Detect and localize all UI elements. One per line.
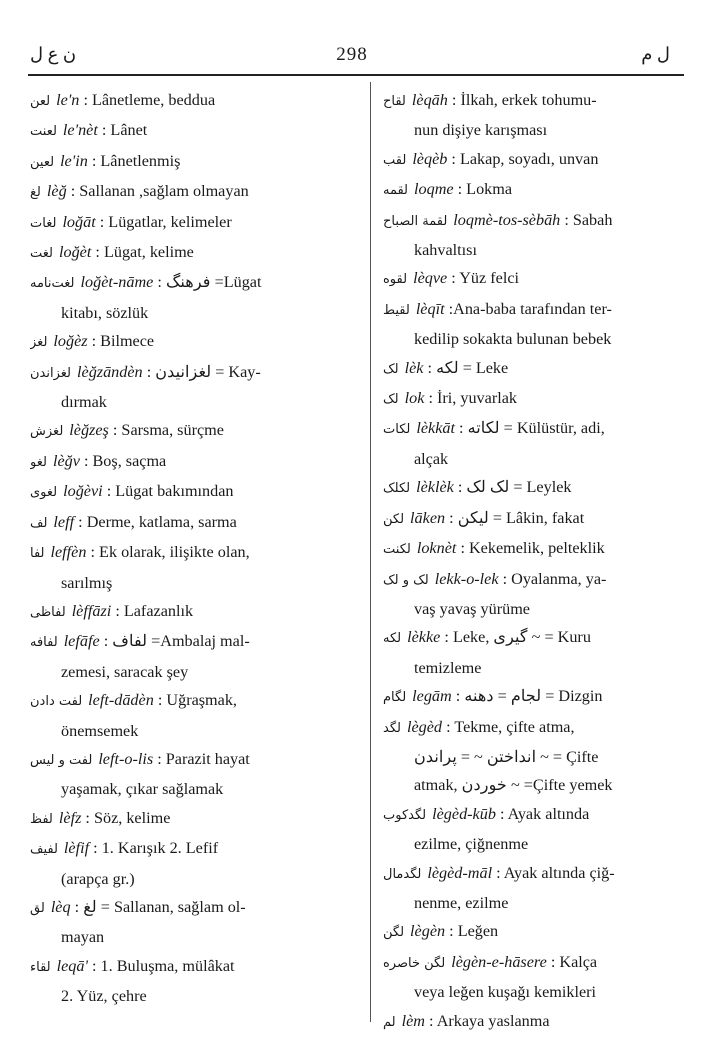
left-column bbox=[30, 86, 360, 1011]
entry-arabic-script: لک و لک bbox=[383, 572, 429, 588]
dictionary-entry bbox=[30, 477, 360, 507]
dictionary-entry bbox=[383, 145, 685, 175]
entry-transliteration: leffèn bbox=[50, 543, 87, 562]
entry-transliteration: lèk bbox=[404, 358, 424, 377]
entry-definition: : Lakap, soyadı, unvan bbox=[451, 149, 599, 168]
entry-definition: : 1. Karışık 2. Lefif bbox=[93, 839, 219, 858]
entry-headline bbox=[383, 534, 685, 564]
entry-transliteration: lok bbox=[404, 389, 425, 408]
entry-headline bbox=[383, 565, 685, 595]
entry-headline bbox=[30, 508, 360, 538]
entry-arabic-script: لم bbox=[383, 1014, 396, 1030]
dictionary-entry bbox=[30, 893, 360, 952]
dictionary-entry bbox=[383, 504, 685, 534]
entry-arabic-script: لگن خاصره bbox=[383, 955, 446, 971]
entry-headline bbox=[30, 327, 360, 357]
entry-definition: nenme, ezilme bbox=[414, 893, 509, 912]
entry-transliteration: le'in bbox=[60, 151, 88, 170]
entry-definition: : Derme, katlama, sarma bbox=[78, 512, 237, 531]
entry-arabic-script: لق bbox=[30, 900, 45, 916]
entry-definition: : لجام = دهنه = Dizgin bbox=[455, 687, 603, 706]
entry-transliteration: lègèd-māl bbox=[427, 863, 493, 882]
dictionary-entry bbox=[30, 804, 360, 834]
entry-headline bbox=[30, 538, 360, 568]
entry-transliteration: lāken bbox=[410, 508, 446, 527]
entry-transliteration: lefāfe bbox=[63, 632, 100, 651]
entry-definition: : Parazit hayat bbox=[157, 749, 250, 768]
entry-definition: : Lânetleme, beddua bbox=[83, 91, 216, 109]
dictionary-entry bbox=[30, 447, 360, 477]
entry-definition: kitabı, sözlük bbox=[61, 303, 149, 322]
entry-continuation bbox=[30, 775, 360, 803]
entry-headline bbox=[383, 264, 685, 294]
entry-arabic-script: لگدمال bbox=[383, 866, 422, 882]
entry-arabic-script: لکلک bbox=[383, 481, 411, 497]
entry-headline bbox=[383, 414, 685, 444]
entry-definition: انداختن ~ = پراندن ~ = Çifte bbox=[414, 747, 599, 766]
dictionary-entry bbox=[383, 384, 685, 414]
entry-arabic-script: لقاح bbox=[383, 94, 406, 109]
entry-definition: : Arkaya yaslanma bbox=[429, 1011, 550, 1030]
entry-definition: : Tekme, çifte atma, bbox=[446, 717, 575, 736]
entry-arabic-script: لعين bbox=[30, 154, 55, 170]
entry-headline bbox=[30, 268, 360, 298]
entry-definition: : Lânetlenmiş bbox=[91, 151, 181, 170]
entry-definition: : Sabah bbox=[564, 210, 613, 229]
entry-definition: dırmak bbox=[61, 393, 107, 412]
dictionary-entry bbox=[383, 1007, 685, 1037]
entry-arabic-script: لقمة الصباح bbox=[383, 213, 448, 229]
entry-continuation bbox=[30, 865, 360, 893]
dictionary-entry bbox=[383, 206, 685, 265]
entry-definition: : لیکن = Lâkin, fakat bbox=[449, 508, 585, 527]
dictionary-entry bbox=[30, 327, 360, 357]
entry-transliteration: lèqve bbox=[413, 269, 448, 288]
dictionary-entry bbox=[30, 508, 360, 538]
entry-transliteration: lègèn-e-hāsere bbox=[451, 952, 547, 971]
entry-continuation bbox=[383, 743, 685, 771]
entry-arabic-script: لقمه bbox=[383, 183, 409, 199]
entry-headline bbox=[383, 206, 685, 236]
entry-definition: : Leke, گیری ~ = Kuru bbox=[444, 628, 591, 647]
entry-transliteration: left-dādèn bbox=[88, 691, 154, 710]
dictionary-entry bbox=[383, 800, 685, 859]
entry-headline bbox=[30, 952, 360, 982]
dictionary-entry bbox=[30, 147, 360, 177]
entry-headline bbox=[30, 116, 360, 146]
entry-headline bbox=[383, 682, 685, 712]
entry-transliteration: loknèt bbox=[416, 539, 457, 558]
entry-continuation bbox=[383, 654, 685, 682]
entry-transliteration: leqā' bbox=[56, 956, 88, 975]
entry-arabic-script: لقاء bbox=[30, 959, 51, 975]
entry-continuation bbox=[30, 923, 360, 951]
entry-arabic-script: لغات bbox=[30, 215, 57, 231]
entry-definition: : لفاف =Ambalaj mal- bbox=[103, 632, 250, 651]
entry-arabic-script: لفیف bbox=[30, 842, 58, 858]
entry-definition: : Lügat, kelime bbox=[95, 243, 194, 262]
entry-arabic-script: لعن bbox=[30, 94, 51, 109]
entry-definition: kedilip sokakta bulunan bebek bbox=[414, 330, 612, 349]
entry-headline bbox=[30, 147, 360, 177]
entry-headline bbox=[30, 416, 360, 446]
entry-transliteration: loğèt-nāme bbox=[80, 273, 154, 292]
entry-definition: : Lügat bakımından bbox=[106, 482, 234, 501]
dictionary-entry bbox=[30, 627, 360, 686]
entry-transliteration: left-o-lis bbox=[98, 749, 154, 768]
entry-continuation bbox=[383, 445, 685, 473]
header-letters-left: ن ع ل bbox=[30, 44, 77, 64]
entry-continuation bbox=[383, 889, 685, 917]
entry-transliteration: lèfif bbox=[63, 839, 90, 858]
entry-definition: kahvaltısı bbox=[414, 241, 477, 260]
entry-transliteration: leff bbox=[53, 512, 75, 531]
entry-transliteration: lekk-o-lek bbox=[434, 569, 499, 588]
entry-definition: : Ayak altında çiğ- bbox=[496, 863, 615, 882]
entry-headline bbox=[30, 86, 360, 116]
entry-continuation bbox=[383, 978, 685, 1006]
dictionary-entry bbox=[30, 952, 360, 1011]
entry-transliteration: loğāt bbox=[62, 212, 96, 231]
dictionary-entry bbox=[30, 416, 360, 446]
entry-arabic-script: لغز bbox=[30, 335, 48, 351]
dictionary-entry bbox=[383, 175, 685, 205]
entry-definition: : فرهنگ =Lügat bbox=[157, 273, 262, 292]
entry-definition: sarılmış bbox=[61, 573, 113, 592]
header-rule bbox=[28, 74, 684, 76]
entry-definition: : Leğen bbox=[449, 922, 499, 941]
entry-headline bbox=[383, 623, 685, 653]
entry-definition: : Lokma bbox=[457, 180, 513, 199]
entry-transliteration: lèkkāt bbox=[416, 419, 455, 438]
entry-definition: : لکاته = Külüstür, adi, bbox=[459, 419, 605, 438]
entry-transliteration: lèqīt bbox=[415, 299, 445, 318]
entry-arabic-script: لگام bbox=[383, 690, 407, 706]
dictionary-entry bbox=[30, 597, 360, 627]
entry-headline bbox=[30, 804, 360, 834]
entry-definition: zemesi, saracak şey bbox=[61, 662, 189, 681]
entry-transliteration: lègèd-kūb bbox=[432, 804, 496, 823]
dictionary-entry bbox=[30, 238, 360, 268]
entry-headline bbox=[30, 358, 360, 388]
entry-arabic-script: لعنت bbox=[30, 124, 57, 140]
entry-definition: 2. Yüz, çehre bbox=[61, 987, 147, 1006]
entry-arabic-script: لفت دادن bbox=[30, 694, 83, 710]
entry-definition: : Ayak altında bbox=[499, 804, 590, 823]
dictionary-entry bbox=[30, 745, 360, 804]
entry-arabic-script: لغزش bbox=[30, 424, 64, 440]
entry-definition: yaşamak, çıkar sağlamak bbox=[61, 780, 224, 799]
dictionary-entry bbox=[383, 682, 685, 712]
entry-headline bbox=[30, 238, 360, 268]
entry-definition: : لغ = Sallanan, sağlam ol- bbox=[74, 897, 246, 916]
entry-headline bbox=[383, 1007, 685, 1037]
dictionary-entry bbox=[383, 295, 685, 354]
entry-arabic-script: لگدکوب bbox=[383, 807, 427, 823]
entry-headline bbox=[30, 893, 360, 923]
entry-definition: : Yüz felci bbox=[451, 269, 519, 288]
dictionary-entry bbox=[383, 354, 685, 384]
dictionary-entry bbox=[383, 473, 685, 503]
entry-continuation bbox=[30, 982, 360, 1010]
entry-headline bbox=[30, 745, 360, 775]
dictionary-entry bbox=[30, 538, 360, 597]
dictionary-entry bbox=[30, 268, 360, 327]
entry-definition: :Ana-baba tarafından ter- bbox=[448, 299, 612, 318]
entry-arabic-script: لغوی bbox=[30, 485, 58, 501]
page-number: 298 bbox=[336, 44, 368, 65]
entry-headline bbox=[383, 800, 685, 830]
entry-arabic-script: لفت و لیس bbox=[30, 752, 93, 768]
dictionary-entry bbox=[30, 208, 360, 238]
entry-transliteration: loğèt bbox=[59, 243, 92, 262]
entry-definition: : Lafazanlık bbox=[115, 601, 194, 620]
dictionary-entry bbox=[30, 834, 360, 893]
entry-arabic-script: لک bbox=[383, 392, 399, 408]
entry-continuation bbox=[383, 325, 685, 353]
entry-arabic-script: لفافه bbox=[30, 635, 58, 651]
entry-definition: : Boş, saçma bbox=[83, 451, 167, 470]
entry-continuation bbox=[30, 569, 360, 597]
dictionary-entry bbox=[383, 917, 685, 947]
entry-transliteration: lèfz bbox=[58, 808, 82, 827]
entry-transliteration: lèğzeş bbox=[69, 421, 109, 440]
entry-definition: : Lânet bbox=[101, 121, 148, 140]
entry-definition: veya leğen kuşağı kemikleri bbox=[414, 983, 597, 1002]
entry-arabic-script: لک bbox=[383, 361, 399, 377]
entry-transliteration: le'n bbox=[56, 91, 80, 109]
dictionary-entry bbox=[30, 686, 360, 745]
dictionary-entry bbox=[30, 358, 360, 417]
entry-arabic-script: لقب bbox=[383, 152, 407, 168]
entry-headline bbox=[383, 175, 685, 205]
entry-arabic-script: لکن bbox=[383, 511, 405, 527]
entry-definition: : Bilmece bbox=[91, 332, 155, 351]
entry-definition: : 1. Buluşma, mülâkat bbox=[92, 956, 235, 975]
entry-continuation bbox=[30, 717, 360, 745]
entry-arabic-script: لغت‌نامه bbox=[30, 276, 75, 292]
entry-arabic-script: لگن bbox=[383, 925, 405, 941]
entry-headline bbox=[30, 477, 360, 507]
entry-continuation bbox=[383, 595, 685, 623]
right-column bbox=[383, 86, 685, 1037]
entry-definition: atmak, خوردن ~ =Çifte yemek bbox=[414, 776, 613, 795]
entry-definition: : لک لک = Leylek bbox=[457, 478, 572, 497]
entry-transliteration: loğèvi bbox=[63, 482, 103, 501]
entry-arabic-script: لفظ bbox=[30, 811, 53, 827]
dictionary-entry bbox=[383, 948, 685, 1007]
column-divider bbox=[370, 82, 371, 1022]
entry-definition: vaş yavaş yürüme bbox=[414, 599, 530, 618]
entry-definition: ezilme, çiğnenme bbox=[414, 835, 529, 854]
entry-arabic-script: لغو bbox=[30, 454, 47, 470]
entry-continuation bbox=[383, 771, 685, 799]
entry-definition: : لکه = Leke bbox=[427, 358, 509, 377]
entry-arabic-script: لفا bbox=[30, 546, 45, 562]
entry-definition: : Lügatlar, kelimeler bbox=[99, 212, 232, 231]
entry-headline bbox=[30, 447, 360, 477]
entry-headline bbox=[383, 86, 685, 116]
entry-arabic-script: لکنت bbox=[383, 542, 411, 558]
entry-definition: : Oyalanma, ya- bbox=[502, 569, 607, 588]
entry-arabic-script: لگد bbox=[383, 720, 401, 736]
entry-arabic-script: لغزاندن bbox=[30, 365, 72, 381]
entry-definition: mayan bbox=[61, 928, 105, 947]
header-letters-right: ل م bbox=[641, 44, 670, 64]
entry-transliteration: lèkke bbox=[407, 628, 441, 647]
entry-headline bbox=[383, 917, 685, 947]
entry-definition: : Kalça bbox=[550, 952, 598, 971]
entry-headline bbox=[383, 384, 685, 414]
entry-definition: : Uğraşmak, bbox=[157, 691, 237, 710]
entry-headline bbox=[30, 597, 360, 627]
dictionary-entry bbox=[383, 565, 685, 624]
entry-transliteration: lèklèk bbox=[416, 478, 454, 497]
entry-arabic-script: لقوه bbox=[383, 272, 408, 288]
entry-headline bbox=[383, 859, 685, 889]
entry-headline bbox=[383, 948, 685, 978]
entry-headline bbox=[383, 504, 685, 534]
entry-headline bbox=[383, 713, 685, 743]
entry-continuation bbox=[30, 658, 360, 686]
entry-transliteration: lèm bbox=[401, 1011, 425, 1030]
dictionary-entry bbox=[383, 414, 685, 473]
entry-arabic-script: لغ bbox=[30, 185, 41, 201]
entry-transliteration: le'nèt bbox=[62, 121, 98, 140]
entry-continuation bbox=[30, 388, 360, 416]
entry-headline bbox=[30, 177, 360, 207]
entry-definition: : Sarsma, sürçme bbox=[112, 421, 224, 440]
dictionary-entry bbox=[383, 534, 685, 564]
entry-arabic-script: لغت bbox=[30, 246, 53, 262]
entry-headline bbox=[383, 145, 685, 175]
entry-headline bbox=[30, 208, 360, 238]
entry-transliteration: lèqāh bbox=[411, 91, 448, 109]
entry-headline bbox=[30, 627, 360, 657]
entry-continuation bbox=[383, 116, 685, 144]
dictionary-entry bbox=[30, 86, 360, 116]
entry-definition: alçak bbox=[414, 449, 449, 468]
entry-transliteration: lègèn bbox=[410, 922, 446, 941]
entry-transliteration: loğèz bbox=[53, 332, 88, 351]
entry-definition: : Ek olarak, ilişikte olan, bbox=[90, 543, 250, 562]
dictionary-entry bbox=[383, 264, 685, 294]
entry-arabic-script: لقیط bbox=[383, 302, 410, 318]
entry-headline bbox=[383, 354, 685, 384]
entry-transliteration: lèqèb bbox=[412, 149, 448, 168]
entry-headline bbox=[383, 473, 685, 503]
entry-definition: nun dişiye karışması bbox=[414, 121, 548, 140]
dictionary-entry bbox=[383, 859, 685, 918]
entry-definition: : Kekemelik, pelteklik bbox=[460, 539, 605, 558]
entry-definition: (arapça gr.) bbox=[61, 869, 135, 888]
entry-continuation bbox=[383, 830, 685, 858]
entry-transliteration: loqme bbox=[414, 180, 454, 199]
entry-continuation bbox=[383, 236, 685, 264]
entry-transliteration: lèğv bbox=[52, 451, 80, 470]
entry-arabic-script: لفاظی bbox=[30, 604, 66, 620]
entry-transliteration: lègèd bbox=[406, 717, 443, 736]
dictionary-entry bbox=[383, 623, 685, 682]
entry-transliteration: lèğzāndèn bbox=[77, 362, 143, 381]
entry-definition: temizleme bbox=[414, 658, 482, 677]
entry-transliteration: loqmè-tos-sèbāh bbox=[453, 210, 561, 229]
entry-arabic-script: لکه bbox=[383, 631, 402, 647]
entry-transliteration: legām bbox=[412, 687, 452, 706]
entry-definition: önemsemek bbox=[61, 721, 139, 740]
entry-definition: : İlkah, erkek tohumu- bbox=[451, 91, 597, 109]
entry-transliteration: lèğ bbox=[46, 182, 67, 201]
entry-definition: : لغزانیدن = Kay- bbox=[146, 362, 261, 381]
entry-definition: : İri, yuvarlak bbox=[428, 389, 517, 408]
entry-arabic-script: لکات bbox=[383, 422, 411, 438]
entry-headline bbox=[383, 295, 685, 325]
entry-definition: : Söz, kelime bbox=[85, 808, 171, 827]
entry-headline bbox=[30, 686, 360, 716]
entry-arabic-script: لف bbox=[30, 515, 48, 531]
dictionary-entry bbox=[30, 177, 360, 207]
dictionary-entry bbox=[30, 116, 360, 146]
entry-definition: : Sallanan ,sağlam olmayan bbox=[70, 182, 249, 201]
entry-headline bbox=[30, 834, 360, 864]
entry-transliteration: lèffāzi bbox=[71, 601, 112, 620]
entry-continuation bbox=[30, 299, 360, 327]
entry-transliteration: lèq bbox=[50, 897, 71, 916]
dictionary-entry bbox=[383, 713, 685, 800]
dictionary-entry bbox=[383, 86, 685, 145]
